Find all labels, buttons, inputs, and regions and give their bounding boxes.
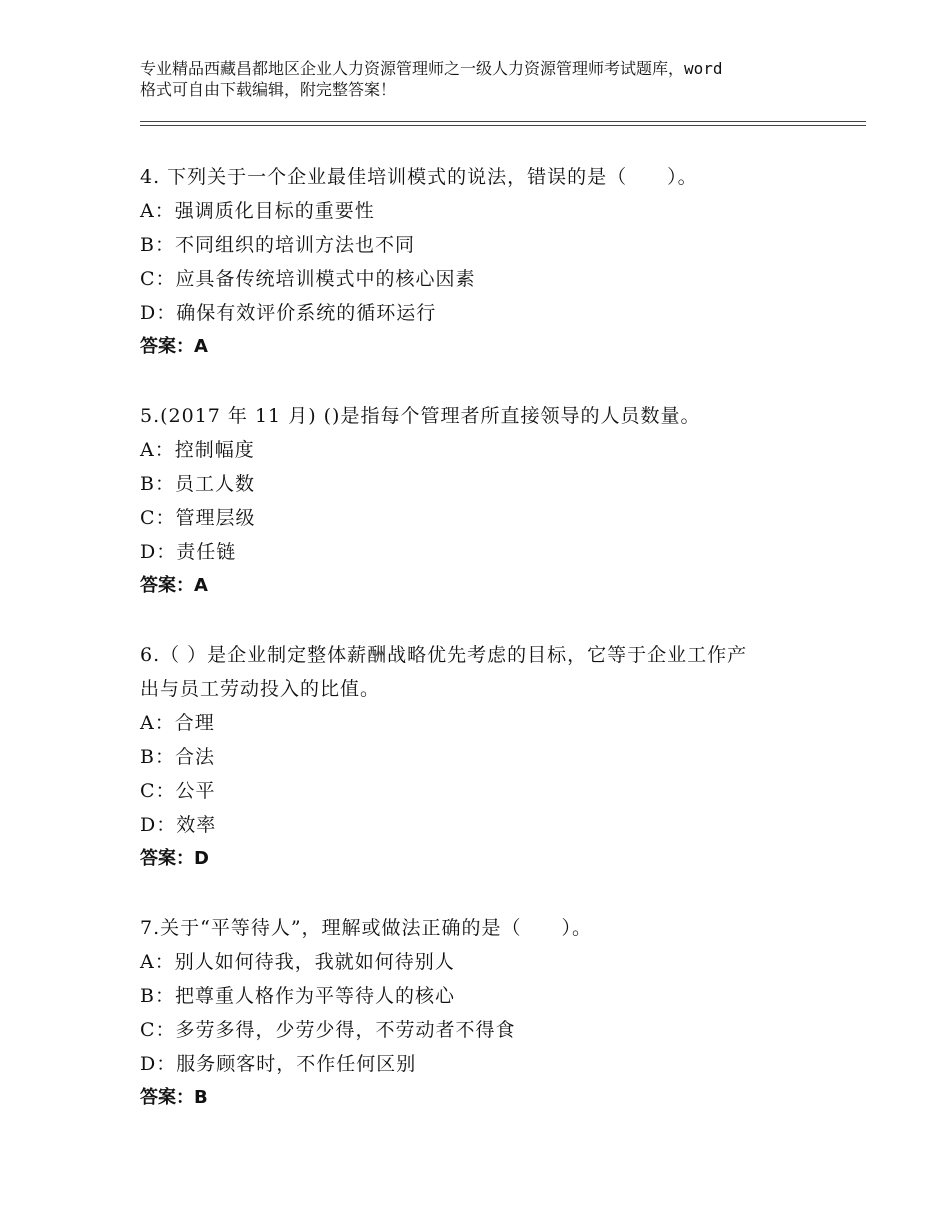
question-5 — [140, 399, 840, 603]
answer: 答案：A — [140, 575, 208, 596]
question-stem-continued: 出与员工劳动投入的比值。 — [140, 678, 381, 700]
header-divider — [140, 121, 866, 126]
question-stem: 4. 下列关于一个企业最佳培训模式的说法，错误的是（ ）。 — [140, 166, 698, 188]
answer: 答案：A — [140, 336, 208, 357]
option-c: C：管理层级 — [140, 507, 256, 529]
document-header — [140, 58, 840, 100]
option-b: B：合法 — [140, 746, 215, 768]
option-a: A：强调质化目标的重要性 — [140, 200, 375, 222]
option-a: A：控制幅度 — [140, 439, 255, 461]
header-title-line-1: 专业精品西藏昌都地区企业人力资源管理师之一级人力资源管理师考试题库，word — [140, 59, 723, 78]
header-title-line-2: 格式可自由下载编辑，附完整答案！ — [140, 80, 397, 99]
option-d: D：效率 — [140, 814, 217, 836]
question-7 — [140, 911, 840, 1115]
option-a: A：合理 — [140, 712, 215, 734]
question-stem: 5.(2017 年 11 月) ()是指每个管理者所直接领导的人员数量。 — [140, 405, 701, 427]
answer: 答案：D — [140, 848, 209, 869]
option-b: B：不同组织的培训方法也不同 — [140, 234, 415, 256]
option-c: C：应具备传统培训模式中的核心因素 — [140, 268, 476, 290]
question-4 — [140, 160, 840, 364]
option-b: B：把尊重人格作为平等待人的核心 — [140, 985, 455, 1007]
option-d: D：服务顾客时，不作任何区别 — [140, 1053, 417, 1075]
option-c: C：多劳多得，少劳少得，不劳动者不得食 — [140, 1019, 516, 1041]
answer: 答案：B — [140, 1087, 208, 1108]
option-d: D：责任链 — [140, 541, 237, 563]
option-b: B：员工人数 — [140, 473, 255, 495]
question-stem: 6.（ ）是企业制定整体薪酬战略优先考虑的目标，它等于企业工作产 — [140, 644, 748, 666]
option-c: C：公平 — [140, 780, 216, 802]
question-stem: 7.关于“平等待人”，理解或做法正确的是（ ）。 — [140, 917, 593, 939]
option-d: D：确保有效评价系统的循环运行 — [140, 302, 437, 324]
question-list — [140, 160, 840, 1150]
option-a: A：别人如何待我，我就如何待别人 — [140, 951, 455, 973]
question-6 — [140, 638, 840, 876]
